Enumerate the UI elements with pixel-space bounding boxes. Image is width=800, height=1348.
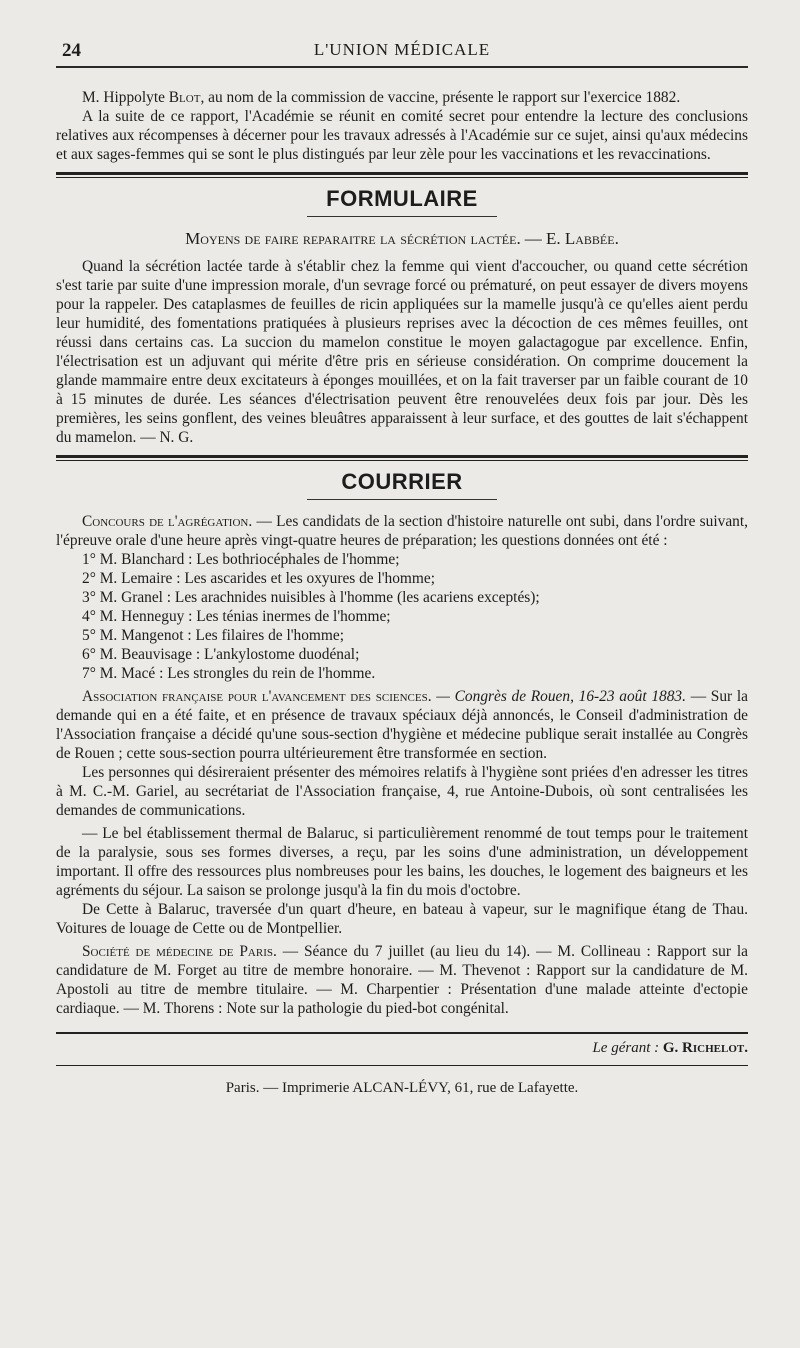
societe-paragraph [56,942,748,1018]
list-item: 5° M. Mangenot : Les filaires de l'homme; [82,627,344,644]
list-item: 1° M. Blanchard : Les bothriocéphales de l'homme; [82,551,400,568]
concours-label: Concours de l'agrégation. [82,513,253,530]
intro-name: M. Hippolyte [82,89,165,106]
intro-rest: au nom de la commission de vaccine, présente le rapport sur l'exercice 1882. [208,89,681,106]
intro-surname: Blot, [168,89,205,106]
manager-label: Le gérant : [592,1040,660,1056]
manager-name: G. Richelot. [662,1040,748,1056]
list-item: 2° M. Lemaire : Les ascarides et les oxyures de l'homme; [82,570,435,587]
title-underline [307,499,497,500]
formulaire-subtitle-text: Moyens de faire reparaitre la sécrétion lactée. [185,229,521,248]
formulaire-author: — E. Labbée. [524,229,619,248]
page-number: 24 [62,40,81,61]
journal-title: L'UNION MÉDICALE [313,40,491,59]
list-item: 6° M. Beauvisage : L'ankylostome duodénal; [82,646,360,663]
signature-divider [56,1032,748,1034]
societe-label: Société de médecine de Paris. [82,943,277,960]
formulaire-title: FORMULAIRE [326,186,478,211]
association-paragraph [56,687,748,763]
list-item: 4° M. Henneguy : Les ténias inermes de l'homme; [82,608,391,625]
balaruc-paragraph-1: — Le bel établissement thermal de Balaruc, si particulièrement renommé de tout temps pour le traitement de la paralysie, sous ses formes diverses, a reçu, par les soins d'une administration, un développement important. Il offre des ressources plus nombreuses pour les bains, les douches, le logement des baigneurs et les agréments du séjour. La saison se prolonge jusqu'à la fin du mois d'octobre. [56,825,748,899]
courrier-title: COURRIER [341,469,463,494]
printer-imprint: Paris. — Imprimerie ALCAN-LÉVY, 61, rue de Lafayette. [225,1080,579,1096]
formulaire-subtitle [56,229,748,249]
association-text: — Sur la demande qui en a été faite, et en présence de travaux spéciaux déjà annoncés, le Conseil d'administration de l'Association française a décidé qu'une sous-section d'hygiène et médecine publique serait installée au Congrès de Rouen ; cette sous-section pourra ultérieurement être transformée en section. [56,688,748,762]
societe-text: — Séance du 7 juillet (au lieu du 14). — M. Collineau : Rapport sur la candidature de M. Forget au titre de membre honoraire. — M. Thevenot : Rapport sur la candidature de M. Apostoli au titre de membre titulaire. — M. Charpentier : Présentation d'une malade atteinte d'ectopie cardiaque. — M. Thorens : Note sur la pathologie du pied-bot congénital. [56,943,748,1017]
page-header [56,36,748,68]
association-paragraph-2: Les personnes qui désireraient présenter des mémoires relatifs à l'hygiène sont priées d'en adresser les titres à M. C.-M. Gariel, au secrétariat de l'Association française, 4, rue Antoine-Dubois, où sont centralisées les demandes de communications. [56,764,748,819]
association-congress: — Congrès de Rouen, 16-23 août 1883. [436,688,686,705]
formulaire-body: Quand la sécrétion lactée tarde à s'établir chez la femme qui vient d'accoucher, ou quand cette sécrétion s'est tarie par suite d'une impression morale, d'un sevrage forcé ou prématuré, on peut essayer de divers moyens pour la rappeler. Des cataplasmes de feuilles de ricin appliquées sur la mamelle jusqu'à ce qu'elles aient perdu leur humidité, des fomentations pratiquées à plusieurs reprises avec la décoction de ces mêmes feuilles, ont réussi dans certains cas. La succion du mamelon constitue le moyen galactagogue par excellence. Enfin, l'électrisation est un adjuvant qui mérite d'être pris en sérieuse considération. On comprime doucement la glande mammaire entre deux excitateurs à éponges mouillées, et on la fait traverser par un faible courant de 10 à 15 minutes de durée. Les séances d'électrisation peuvent être renouvelées deux fois par jour. Dès les premières, les seins gonflent, des veines bleuâtres apparaissent à leur surface, et des gouttes de lait s'échappent du mamelon. — N. G. [56,258,748,446]
list-item: 3° M. Granel : Les arachnides nuisibles à l'homme (les acariens exceptés); [82,589,540,606]
intro-paragraph-2: A la suite de ce rapport, l'Académie se réunit en comité secret pour entendre la lecture des conclusions relatives aux récompenses à décerner pour les travaux adressés à l'Académie sur ce sujet, ainsi qu'aux médecins et aux sages-femmes qui se sont le plus distingués par leur zèle pour les vaccinations et les revaccinations. [56,108,748,163]
association-label: Association française pour l'avancement des sciences. [82,688,432,705]
footer-divider [56,1065,748,1066]
concours-paragraph [56,512,748,550]
section-divider [56,172,748,178]
balaruc-paragraph-2: De Cette à Balaruc, traversée d'un quart d'heure, en bateau à vapeur, sur le magnifique étang de Thau. Voitures de louage de Cette ou de Montpellier. [56,901,748,937]
list-item: 7° M. Macé : Les strongles du rein de l'homme. [82,665,376,682]
exam-list [56,550,748,683]
title-underline [307,216,497,217]
section-divider [56,455,748,461]
manager-signature [56,1040,748,1057]
concours-text: — Les candidats de la section d'histoire naturelle ont subi, dans l'ordre suivant, l'épreuve orale d'une heure après vingt-quatre heures de préparation; les questions données ont été : [56,513,748,549]
intro-paragraph-1 [56,88,748,107]
